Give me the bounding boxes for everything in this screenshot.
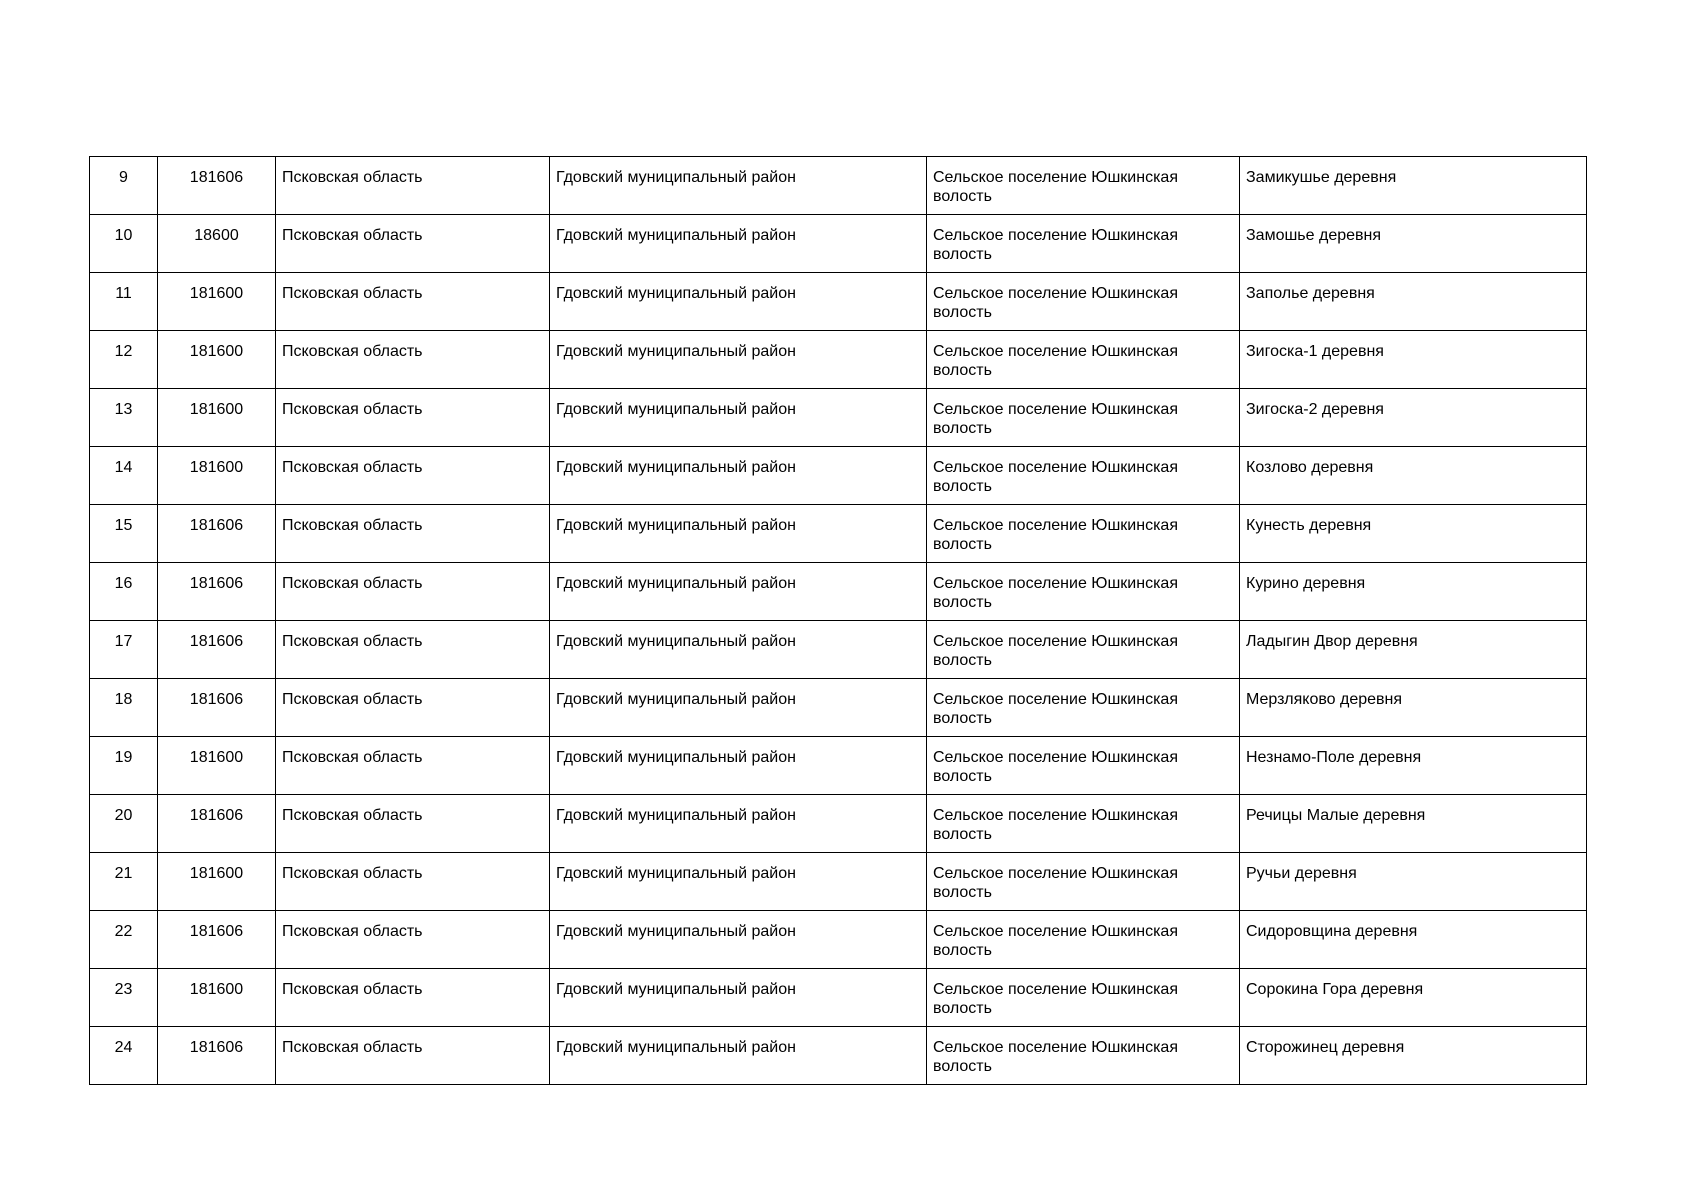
locality-cell-text: Козлово деревня: [1246, 459, 1374, 476]
settlement-cell: [927, 737, 1240, 795]
district-cell: [550, 331, 927, 389]
postal-index-cell: [158, 853, 276, 911]
locality-cell: [1240, 795, 1587, 853]
row-number-cell-text: 13: [114, 401, 133, 418]
region-cell-text: Псковская область: [282, 691, 423, 708]
postal-index-cell: [158, 157, 276, 215]
settlement-cell: [927, 505, 1240, 563]
region-cell: [276, 795, 550, 853]
table-row: [90, 853, 1587, 911]
table-row: [90, 737, 1587, 795]
district-cell: [550, 1027, 927, 1085]
region-cell-text: Псковская область: [282, 923, 423, 940]
settlement-cell-text: Сельское поселение Юшкинская волость: [933, 1039, 1178, 1075]
locality-cell: [1240, 389, 1587, 447]
settlement-cell-text: Сельское поселение Юшкинская волость: [933, 633, 1178, 669]
row-number-cell-text: 21: [114, 865, 133, 882]
settlement-cell-text: Сельское поселение Юшкинская волость: [933, 227, 1178, 263]
region-cell-text: Псковская область: [282, 981, 423, 998]
settlement-cell: [927, 679, 1240, 737]
region-cell: [276, 273, 550, 331]
postal-index-cell: [158, 911, 276, 969]
settlement-cell-text: Сельское поселение Юшкинская волость: [933, 343, 1178, 379]
district-cell-text: Гдовский муниципальный район: [556, 633, 796, 650]
settlement-cell: [927, 621, 1240, 679]
district-cell-text: Гдовский муниципальный район: [556, 227, 796, 244]
table-row: [90, 447, 1587, 505]
region-cell-text: Псковская область: [282, 807, 423, 824]
postal-index-cell: [158, 389, 276, 447]
region-cell: [276, 1027, 550, 1085]
locality-cell-text: Сторожинец деревня: [1246, 1039, 1405, 1056]
settlement-cell: [927, 969, 1240, 1027]
postal-index-cell-text: 181600: [189, 459, 244, 476]
row-number-cell-text: 12: [114, 343, 133, 360]
locality-cell-text: Зигоска-1 деревня: [1246, 343, 1384, 360]
locality-cell-text: Замикушье деревня: [1246, 169, 1397, 186]
district-cell-text: Гдовский муниципальный район: [556, 285, 796, 302]
region-cell: [276, 389, 550, 447]
postal-index-cell: [158, 505, 276, 563]
row-number-cell-text: 20: [114, 807, 133, 824]
region-cell-text: Псковская область: [282, 633, 423, 650]
region-cell: [276, 563, 550, 621]
table-body: [90, 157, 1587, 1085]
settlement-cell: [927, 1027, 1240, 1085]
settlement-cell-text: Сельское поселение Юшкинская волость: [933, 749, 1178, 785]
locality-cell-text: Кунесть деревня: [1246, 517, 1372, 534]
district-cell: [550, 157, 927, 215]
locality-cell: [1240, 505, 1587, 563]
table-row: [90, 621, 1587, 679]
district-cell: [550, 215, 927, 273]
row-number-cell-text: 23: [114, 981, 133, 998]
row-number-cell: [90, 157, 158, 215]
postal-index-cell: [158, 795, 276, 853]
settlement-cell-text: Сельское поселение Юшкинская волость: [933, 691, 1178, 727]
district-cell-text: Гдовский муниципальный район: [556, 981, 796, 998]
locality-cell: [1240, 853, 1587, 911]
locality-cell-text: Речицы Малые деревня: [1246, 807, 1426, 824]
district-cell-text: Гдовский муниципальный район: [556, 1039, 796, 1056]
postal-index-cell: [158, 447, 276, 505]
settlement-cell: [927, 389, 1240, 447]
settlement-cell: [927, 447, 1240, 505]
district-cell: [550, 737, 927, 795]
region-cell-text: Псковская область: [282, 285, 423, 302]
row-number-cell-text: 14: [114, 459, 133, 476]
locality-cell-text: Мерзляково деревня: [1246, 691, 1403, 708]
table-row: [90, 389, 1587, 447]
settlement-cell-text: Сельское поселение Юшкинская волость: [933, 517, 1178, 553]
region-cell-text: Псковская область: [282, 517, 423, 534]
row-number-cell: [90, 273, 158, 331]
row-number-cell: [90, 969, 158, 1027]
settlement-cell: [927, 853, 1240, 911]
settlement-cell: [927, 563, 1240, 621]
locality-cell-text: Зигоска-2 деревня: [1246, 401, 1384, 418]
postal-index-cell: [158, 969, 276, 1027]
row-number-cell: [90, 853, 158, 911]
row-number-cell: [90, 911, 158, 969]
postal-index-cell-text: 181606: [189, 633, 244, 650]
locality-cell: [1240, 969, 1587, 1027]
postal-index-cell: [158, 273, 276, 331]
postal-index-cell: [158, 679, 276, 737]
locality-cell-text: Ладыгин Двор деревня: [1246, 633, 1418, 650]
postal-index-cell-text: 181606: [189, 575, 244, 592]
region-cell: [276, 505, 550, 563]
row-number-cell: [90, 215, 158, 273]
region-cell-text: Псковская область: [282, 575, 423, 592]
postal-index-cell-text: 181606: [189, 691, 244, 708]
region-cell: [276, 215, 550, 273]
row-number-cell-text: 15: [114, 517, 133, 534]
region-cell: [276, 911, 550, 969]
postal-index-cell-text: 181606: [189, 923, 244, 940]
district-cell: [550, 563, 927, 621]
locality-cell: [1240, 737, 1587, 795]
row-number-cell: [90, 447, 158, 505]
locality-cell-text: Курино деревня: [1246, 575, 1366, 592]
postal-index-cell-text: 181600: [189, 981, 244, 998]
postal-index-cell-text: 181600: [189, 343, 244, 360]
row-number-cell-text: 19: [114, 749, 133, 766]
locality-cell: [1240, 911, 1587, 969]
row-number-cell-text: 24: [114, 1039, 133, 1056]
postal-index-cell: [158, 737, 276, 795]
district-cell-text: Гдовский муниципальный район: [556, 923, 796, 940]
postal-index-cell: [158, 621, 276, 679]
settlement-cell-text: Сельское поселение Юшкинская волость: [933, 981, 1178, 1017]
settlement-cell: [927, 273, 1240, 331]
district-cell-text: Гдовский муниципальный район: [556, 459, 796, 476]
locality-cell-text: Замошье деревня: [1246, 227, 1382, 244]
row-number-cell: [90, 505, 158, 563]
row-number-cell: [90, 1027, 158, 1085]
district-cell: [550, 911, 927, 969]
settlement-cell: [927, 331, 1240, 389]
locality-cell: [1240, 331, 1587, 389]
row-number-cell: [90, 331, 158, 389]
district-cell: [550, 447, 927, 505]
row-number-cell-text: 9: [119, 169, 128, 186]
postal-index-cell-text: 181600: [189, 865, 244, 882]
district-cell-text: Гдовский муниципальный район: [556, 691, 796, 708]
locality-cell: [1240, 157, 1587, 215]
locality-cell-text: Незнамо-Поле деревня: [1246, 749, 1422, 766]
settlement-cell: [927, 911, 1240, 969]
region-cell: [276, 331, 550, 389]
postal-index-cell-text: 181606: [189, 517, 244, 534]
district-cell: [550, 795, 927, 853]
row-number-cell: [90, 563, 158, 621]
postal-index-cell-text: 181600: [189, 285, 244, 302]
row-number-cell: [90, 795, 158, 853]
region-cell-text: Псковская область: [282, 865, 423, 882]
region-cell: [276, 157, 550, 215]
locality-cell: [1240, 621, 1587, 679]
region-cell: [276, 737, 550, 795]
district-cell-text: Гдовский муниципальный район: [556, 807, 796, 824]
region-cell-text: Псковская область: [282, 401, 423, 418]
table-row: [90, 679, 1587, 737]
settlement-cell-text: Сельское поселение Юшкинская волость: [933, 923, 1178, 959]
row-number-cell-text: 10: [114, 227, 133, 244]
region-cell: [276, 679, 550, 737]
region-cell-text: Псковская область: [282, 1039, 423, 1056]
row-number-cell-text: 17: [114, 633, 133, 650]
postal-index-cell-text: 181606: [189, 807, 244, 824]
settlement-cell-text: Сельское поселение Юшкинская волость: [933, 575, 1178, 611]
region-cell-text: Псковская область: [282, 343, 423, 360]
row-number-cell-text: 22: [114, 923, 133, 940]
settlement-cell-text: Сельское поселение Юшкинская волость: [933, 285, 1178, 321]
locality-cell: [1240, 215, 1587, 273]
row-number-cell-text: 16: [114, 575, 133, 592]
district-cell-text: Гдовский муниципальный район: [556, 749, 796, 766]
locality-cell-text: Сорокина Гора деревня: [1246, 981, 1424, 998]
postal-index-cell-text: 181600: [189, 749, 244, 766]
postal-index-cell: [158, 563, 276, 621]
locality-cell-text: Заполье деревня: [1246, 285, 1375, 302]
row-number-cell: [90, 737, 158, 795]
region-cell-text: Псковская область: [282, 749, 423, 766]
settlement-cell-text: Сельское поселение Юшкинская волость: [933, 169, 1178, 205]
table-row: [90, 273, 1587, 331]
postal-index-cell-text: 18600: [194, 227, 239, 244]
district-cell-text: Гдовский муниципальный район: [556, 865, 796, 882]
row-number-cell: [90, 389, 158, 447]
district-cell: [550, 389, 927, 447]
region-cell: [276, 969, 550, 1027]
row-number-cell-text: 11: [115, 285, 132, 302]
settlements-table: [89, 156, 1587, 1085]
region-cell-text: Псковская область: [282, 227, 423, 244]
locality-cell: [1240, 273, 1587, 331]
locality-cell: [1240, 1027, 1587, 1085]
table-row: [90, 911, 1587, 969]
table-row: [90, 331, 1587, 389]
district-cell-text: Гдовский муниципальный район: [556, 169, 796, 186]
postal-index-cell-text: 181606: [189, 1039, 244, 1056]
table-row: [90, 1027, 1587, 1085]
row-number-cell: [90, 621, 158, 679]
district-cell-text: Гдовский муниципальный район: [556, 517, 796, 534]
region-cell: [276, 447, 550, 505]
locality-cell: [1240, 447, 1587, 505]
settlement-cell-text: Сельское поселение Юшкинская волость: [933, 807, 1178, 843]
district-cell: [550, 969, 927, 1027]
settlement-cell-text: Сельское поселение Юшкинская волость: [933, 459, 1178, 495]
table-row: [90, 505, 1587, 563]
postal-index-cell-text: 181600: [189, 401, 244, 418]
district-cell: [550, 621, 927, 679]
locality-cell: [1240, 679, 1587, 737]
district-cell: [550, 505, 927, 563]
region-cell: [276, 853, 550, 911]
table-row: [90, 795, 1587, 853]
postal-index-cell-text: 181606: [189, 169, 244, 186]
locality-cell-text: Сидоровщина деревня: [1246, 923, 1418, 940]
region-cell-text: Псковская область: [282, 459, 423, 476]
district-cell-text: Гдовский муниципальный район: [556, 343, 796, 360]
district-cell: [550, 273, 927, 331]
postal-index-cell: [158, 331, 276, 389]
table-row: [90, 969, 1587, 1027]
settlement-cell: [927, 157, 1240, 215]
settlement-cell-text: Сельское поселение Юшкинская волость: [933, 401, 1178, 437]
settlement-cell: [927, 215, 1240, 273]
settlement-cell: [927, 795, 1240, 853]
table-row: [90, 157, 1587, 215]
district-cell: [550, 853, 927, 911]
locality-cell-text: Ручьи деревня: [1246, 865, 1357, 882]
table-row: [90, 215, 1587, 273]
postal-index-cell: [158, 1027, 276, 1085]
region-cell-text: Псковская область: [282, 169, 423, 186]
postal-index-cell: [158, 215, 276, 273]
district-cell-text: Гдовский муниципальный район: [556, 401, 796, 418]
row-number-cell-text: 18: [114, 691, 133, 708]
locality-cell: [1240, 563, 1587, 621]
region-cell: [276, 621, 550, 679]
row-number-cell: [90, 679, 158, 737]
settlement-cell-text: Сельское поселение Юшкинская волость: [933, 865, 1178, 901]
district-cell-text: Гдовский муниципальный район: [556, 575, 796, 592]
table-row: [90, 563, 1587, 621]
district-cell: [550, 679, 927, 737]
